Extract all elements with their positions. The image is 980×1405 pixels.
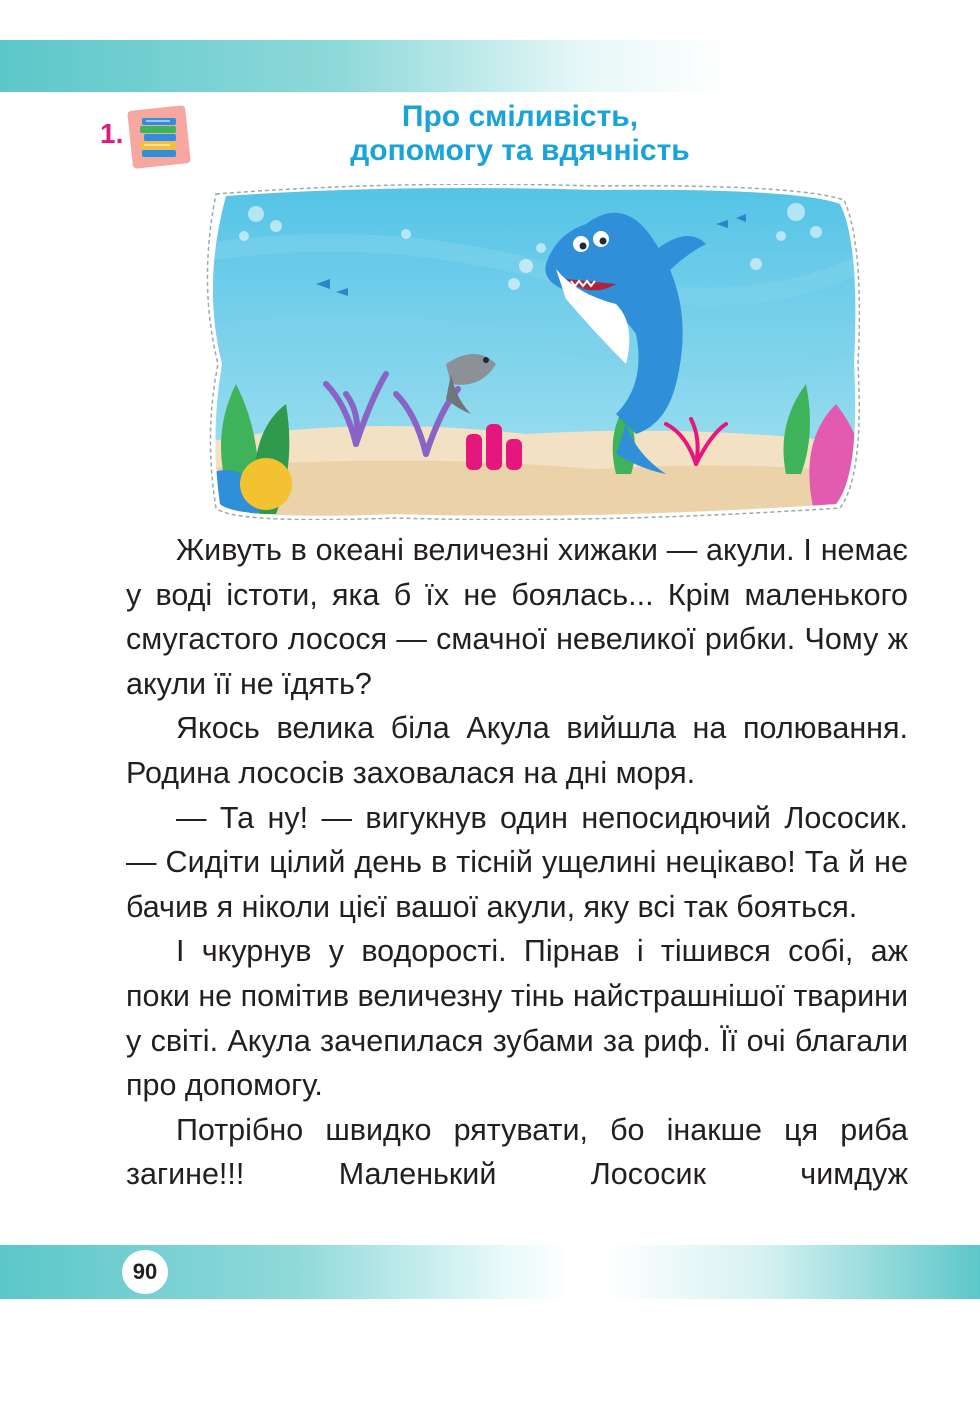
title-line-1: Про сміливість, <box>401 100 639 133</box>
story-paragraph: — Та ну! — вигукнув один непосидючий Лососик. — Сидіти цілий день в тісній ущелині нецікаво! Та й не бачив я ніколи цієї вашої акули, яку всі так бояться. <box>126 800 908 924</box>
story-paragraph: Якось велика біла Акула вийшла на полювання. Родина лососів заховалася на дні моря. <box>126 711 908 790</box>
shark-illustration <box>196 184 860 520</box>
top-decorative-band <box>0 40 980 92</box>
story-paragraph: І чкурнув у водорості. Пірнав і тішився собі, аж поки не помітив величезну тінь найстрашнішої тварини у світі. Акула зачепилася зубами за риф. Її очі благали про допомогу. <box>126 934 908 1103</box>
story-paragraph: Живуть в океані величезні хижаки — акули. І немає у воді істоти, яка б їх не боялась... Крім маленького смугастого лосося — смачної невеликої рибки. Чому ж акули її не їдять? <box>126 533 908 701</box>
story-paragraph: Потрібно швидко рятувати, бо інакше ця риба загине!!! Маленький Лососик чимдуж <box>126 1112 908 1192</box>
page-title <box>290 100 750 168</box>
page-number: 90 <box>122 1250 168 1294</box>
lesson-number: 1. <box>100 118 124 149</box>
books-icon <box>126 104 192 170</box>
story-text <box>126 528 908 1197</box>
title-line-2: допомогу та вдячність <box>350 134 690 167</box>
